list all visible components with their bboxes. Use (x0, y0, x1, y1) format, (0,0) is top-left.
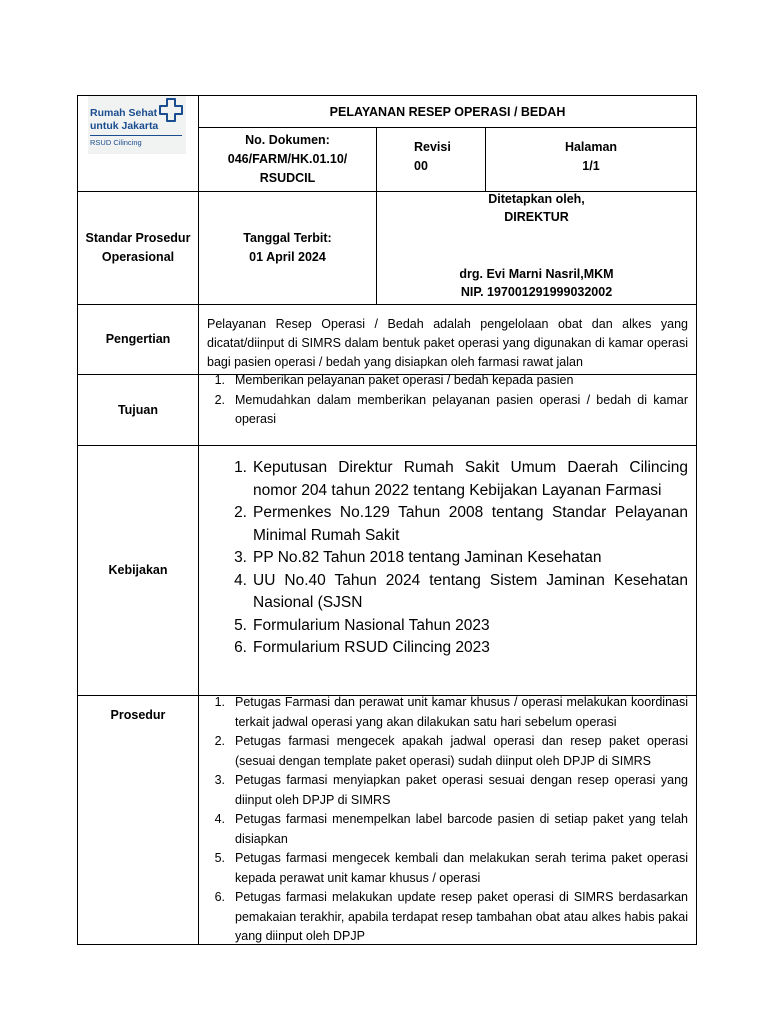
purpose-list-cell (198, 374, 697, 446)
list-item: 6. Formularium RSUD Cilincing 2023 (234, 639, 490, 656)
list-item: 1. Memberikan pelayanan paket operasi / bedah kepada pasien (214, 373, 574, 387)
procedure-label: Prosedur (110, 708, 166, 722)
sop-line2: Operasional (101, 250, 175, 264)
list-item: 2. Permenkes No.129 Tahun 2008 tentang Standar Pelayanan Minimal Rumah Sakit (234, 504, 688, 544)
page-cell (485, 127, 697, 192)
purpose-label-cell (77, 374, 199, 446)
list-item: 5. Formularium Nasional Tahun 2023 (234, 616, 490, 634)
logo-divider (90, 135, 182, 136)
definition-text-cell (198, 304, 697, 375)
procedure-label-cell (77, 695, 199, 945)
approver-nip: NIP. 197001291999032002 (460, 285, 613, 299)
revision-label: Revisi (414, 140, 451, 154)
doc-number-cell (198, 127, 377, 192)
issue-date-cell (198, 191, 377, 305)
page-label: Halaman (564, 140, 618, 154)
list-item: 1. Keputusan Direktur Rumah Sakit Umum Daerah Cilincing nomor 204 tahun 2022 tentang Kebijakan Layanan Farmasi (234, 459, 688, 499)
logo-line3: RSUD Cilincing (90, 138, 142, 147)
policy-list (207, 457, 688, 660)
purpose-list (207, 371, 688, 430)
approval-cell (376, 191, 697, 305)
list-item: 3. Petugas farmasi menyiapkan paket operasi sesuai dengan resep operasi yang diinput oleh DPJP di SIMRS (214, 773, 688, 807)
policy-list-cell (198, 445, 697, 696)
list-item: 1. Petugas Farmasi dan perawat unit kamar khusus / operasi melakukan koordinasi terkait jadwal operasi yang akan dilakukan satu hari sebelum operasi (214, 695, 688, 729)
title-text: PELAYANAN RESEP OPERASI / BEDAH (329, 104, 566, 119)
sop-document (77, 95, 697, 945)
list-item: 4. UU No.40 Tahun 2024 tentang Sistem Jaminan Kesehatan Nasional (SJSN (234, 571, 688, 611)
policy-label-cell (77, 445, 199, 696)
logo-line1: Rumah Sehat (90, 107, 158, 119)
issue-date-value: 01 April 2024 (249, 250, 326, 264)
purpose-label: Tujuan (117, 402, 159, 417)
approver-name: drg. Evi Marni Nasril,MKM (459, 267, 614, 281)
cross-outline-icon (158, 97, 184, 123)
issue-date-label: Tanggal Terbit: (243, 231, 332, 245)
list-item: 2. Petugas farmasi mengecek apakah jadwal operasi dan resep paket operasi (sesuai dengan template paket operasi) sudah diinput oleh DPJP di SIMRS (214, 734, 688, 768)
doc-number-line2: RSUDCIL (259, 171, 316, 185)
list-item: 2. Memudahkan dalam memberikan pelayanan pasien operasi / bedah di kamar operasi (214, 392, 688, 426)
logo-cell (77, 95, 199, 192)
page-value: 1/1 (582, 159, 600, 173)
doc-number-line1: 046/FARM/HK.01.10/ (227, 152, 348, 166)
approver-position: DIREKTUR (504, 210, 569, 224)
definition-label: Pengertian (105, 332, 171, 346)
list-item: 4. Petugas farmasi menempelkan label barcode pasien di setiap paket yang telah disiapkan (214, 812, 688, 846)
hospital-logo (88, 96, 186, 154)
document-title (198, 95, 697, 128)
logo-line2: untuk Jakarta (90, 120, 159, 132)
definition-text: Pelayanan Resep Operasi / Bedah adalah pengelolaan obat dan alkes yang dicatat/diinput di SIMRS dalam bentuk paket operasi yang digunakan di kamar operasi bagi pasien operasi / bedah yang disiapkan oleh farmasi rawat jalan (207, 317, 688, 369)
approved-by-label: Ditetapkan oleh, (488, 192, 585, 206)
list-item: 5. Petugas farmasi mengecek kembali dan melakukan serah terima paket operasi kepada perawat unit kamar khusus / operasi (214, 851, 688, 885)
list-item: 6. Petugas farmasi melakukan update resep paket operasi di SIMRS berdasarkan pemakaian terakhir, apabila terdapat resep tambahan obat atau alkes habis pakai yang diinput oleh DPJP (214, 890, 688, 943)
doc-number-label: No. Dokumen: (245, 133, 330, 147)
revision-value: 00 (414, 159, 428, 173)
revision-cell (376, 127, 486, 192)
list-item: 3. PP No.82 Tahun 2018 tentang Jaminan Kesehatan (234, 549, 602, 566)
procedure-list (207, 693, 688, 947)
sop-cell (77, 191, 199, 305)
policy-label: Kebijakan (108, 563, 168, 577)
sop-line1: Standar Prosedur (85, 231, 191, 245)
definition-label-cell (77, 304, 199, 375)
procedure-list-cell (198, 695, 697, 945)
